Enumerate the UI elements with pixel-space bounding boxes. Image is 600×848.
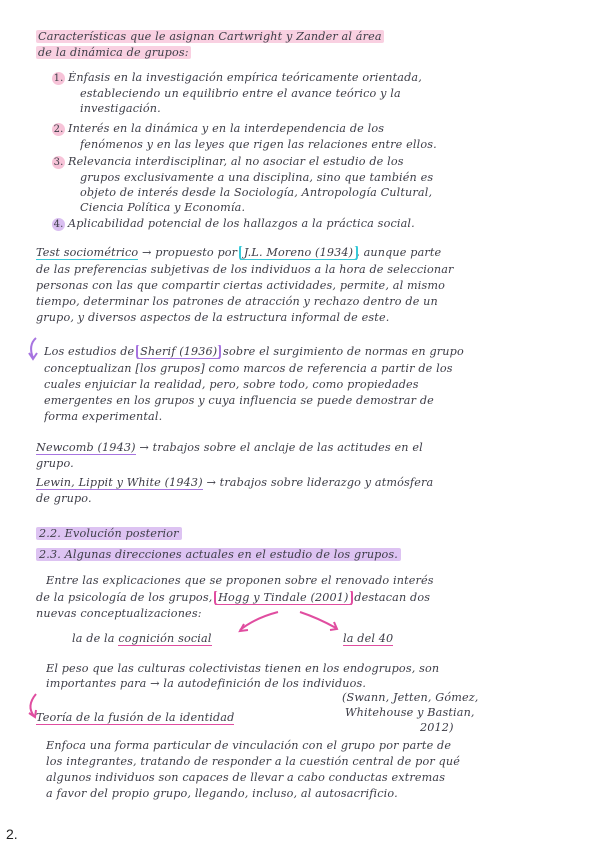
test-line-1: Test sociométrico → propuesto por J.L. Moreno (1934) , aunque parte: [36, 246, 442, 259]
sherif-line-2: conceptualizan [los grupos] como marcos de referencia a partir de los: [44, 362, 453, 375]
list-item-3: 3. Relevancia interdisciplinar, al no asociar el estudio de los: [53, 155, 404, 168]
intro-line-1: Características que le asignan Cartwright y Zander al área: [38, 30, 382, 43]
list-item-2-line-2: fenómenos y en las leyes que rigen las relaciones entre ellos.: [80, 138, 437, 151]
actual-line-2: de la psicología de los grupos, Hogg y Tindale (2001) destacan dos: [36, 591, 431, 604]
list-item-3-line-4: Ciencia Política y Economía.: [80, 201, 246, 214]
branch-cognicion-term: cognición social: [118, 632, 212, 645]
list-item-1: 1. Énfasis en la investigación empírica teóricamente orientada,: [53, 71, 422, 84]
fusion-line-4: a favor del propio grupo, llegando, incluso, al autosacrificio.: [46, 787, 398, 800]
newcomb-line-2: grupo.: [36, 457, 74, 470]
peso-line-1: El peso que las culturas colectivistas tienen en los endogrupos, son: [46, 662, 440, 675]
branch-right-arrow-icon: [300, 612, 336, 628]
fusion-citation-2: Whitehouse y Bastian,: [345, 706, 475, 719]
test-line-2: de las preferencias subjetivas de los individuos a la hora de seleccionar: [36, 263, 454, 276]
list-item-1-line-3: investigación.: [80, 102, 161, 115]
lewin-line-2: de grupo.: [36, 492, 92, 505]
branch-40: la del 40: [343, 632, 394, 645]
fusion-citation-1: (Swann, Jetten, Gómez,: [342, 691, 479, 704]
test-author: J.L. Moreno (1934): [241, 246, 356, 259]
intro-line-2: de la dinámica de grupos:: [38, 46, 189, 59]
item-number: 4.: [53, 219, 64, 230]
sherif-line-4: emergentes en los grupos y cuya influencia se puede demostrar de: [44, 394, 434, 407]
test-term: Test sociométrico: [36, 246, 139, 259]
test-line-3: personas con las que compartir ciertas actividades, permite, al mismo: [36, 279, 446, 292]
peso-line-2: importantes para → la autodefinición de los individuos.: [46, 677, 367, 690]
test-line-4: tiempo, determinar los patrones de atracción y rechazo dentro de un: [36, 295, 438, 308]
fusion-term: Teoría de la fusión de la identidad: [36, 711, 235, 724]
newcomb-line-1: Newcomb (1943) → trabajos sobre el anclaje de las actitudes en el: [36, 441, 423, 454]
page-number: 2.: [6, 826, 18, 842]
item-number: 2.: [53, 124, 64, 135]
actual-line-3: nuevas conceptualizaciones:: [36, 607, 202, 620]
hogg-author: Hogg y Tindale (2001): [218, 591, 349, 604]
list-item-3-line-2: grupos exclusivamente a una disciplina, sino que también es: [80, 171, 434, 184]
item-number: 1.: [53, 73, 64, 84]
test-line-5: grupo, y diversos aspectos de la estructura informal de este.: [36, 311, 390, 324]
fusion-line-3: algunos individuos son capaces de llevar a cabo conductas extremas: [46, 771, 446, 784]
list-item-4: 4. Aplicabilidad potencial de los hallazgos a la práctica social.: [53, 217, 415, 230]
fusion-line-2: los integrantes, tratando de responder a la cuestión central de por qué: [46, 755, 460, 768]
sherif-author: Sherif (1936): [140, 345, 218, 358]
branch-left-arrow-icon: [240, 612, 278, 630]
section-2-2-heading: 2.2. Evolución posterior: [36, 527, 182, 541]
item-number: 3.: [53, 157, 64, 168]
list-item-1-line-2: estableciendo un equilibrio entre el avance teórico y la: [80, 87, 401, 100]
fusion-line-1: Enfoca una forma particular de vinculación con el grupo por parte de: [46, 739, 452, 752]
sherif-line-1: Los estudios de Sherif (1936) sobre el surgimiento de normas en grupo: [44, 345, 464, 358]
actual-line-1: Entre las explicaciones que se proponen sobre el renovado interés: [46, 574, 434, 587]
section-2-3-heading: 2.3. Algunas direcciones actuales en el estudio de los grupos.: [36, 548, 401, 562]
sherif-line-3: cuales enjuiciar la realidad, pero, sobre todo, como propiedades: [44, 378, 419, 391]
branch-cognicion: la de la cognición social: [72, 632, 212, 645]
list-item-2: 2. Interés en la dinámica y en la interdependencia de los: [53, 122, 385, 135]
fusion-citation-3: 2012): [420, 721, 454, 734]
sherif-line-5: forma experimental.: [44, 410, 163, 423]
list-item-3-line-3: objeto de interés desde la Sociología, Antropología Cultural,: [80, 186, 433, 199]
lewin-line-1: Lewin, Lippit y White (1943) → trabajos sobre liderazgo y atmósfera: [36, 476, 434, 489]
lewin-author: Lewin, Lippit y White (1943): [36, 476, 203, 489]
newcomb-author: Newcomb (1943): [36, 441, 136, 454]
